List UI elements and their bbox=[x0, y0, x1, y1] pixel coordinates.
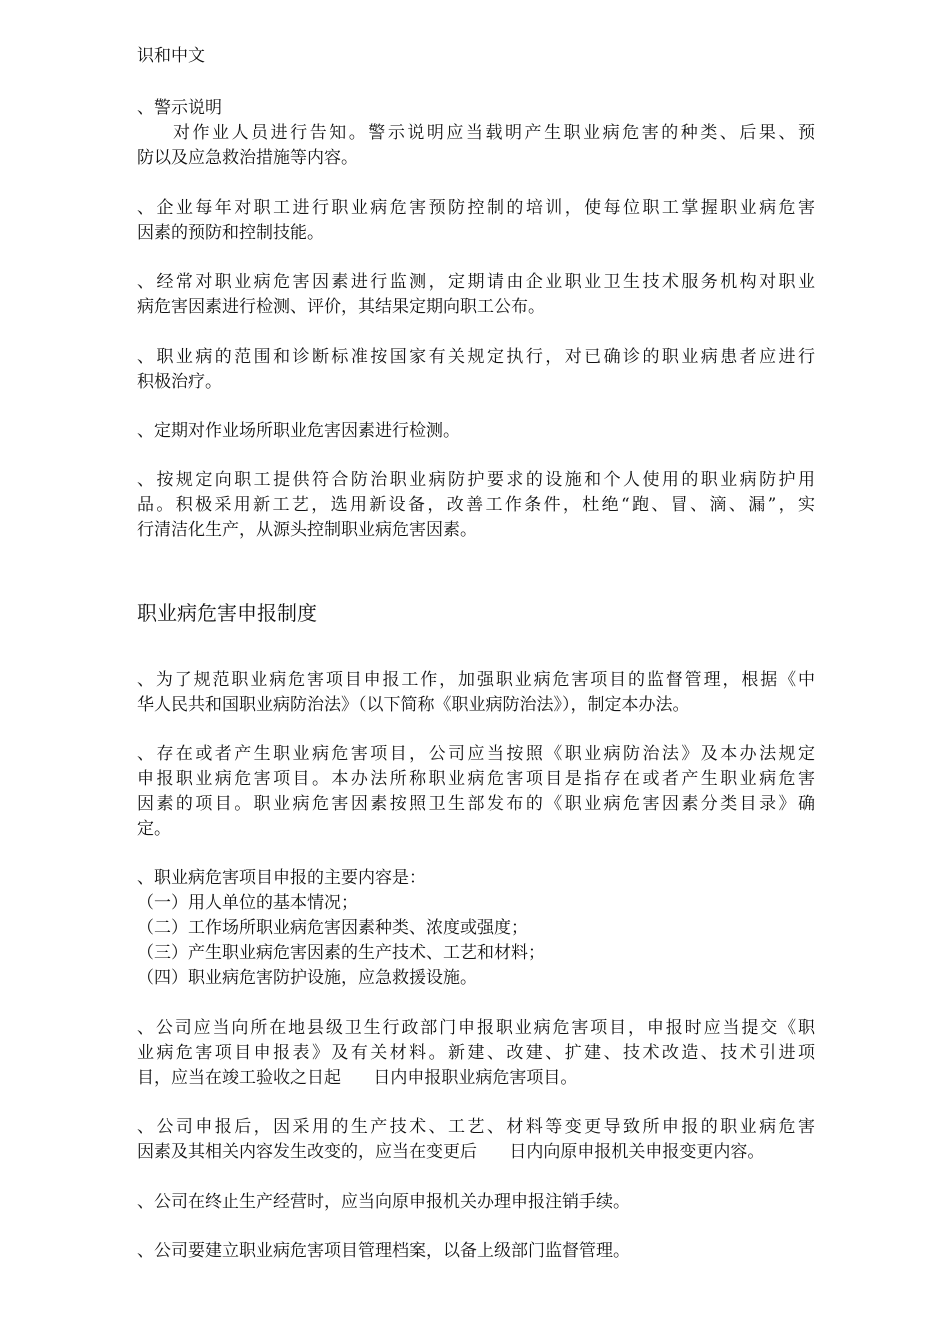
paragraph-line: 、职业病的范围和诊断标准按国家有关规定执行，对已确诊的职业病患者应进行 bbox=[137, 347, 815, 367]
paragraph-line: 、公司在终止生产经营时，应当向原申报机关办理申报注销手续。 bbox=[137, 1192, 630, 1212]
paragraph-line: 、定期对作业场所职业危害因素进行检测。 bbox=[137, 421, 460, 441]
paragraph-line: 因素的预防和控制技能。 bbox=[137, 223, 324, 243]
paragraph-line: 、存在或者产生职业病危害项目，公司应当按照《职业病防治法》及本办法规定 bbox=[137, 744, 815, 764]
paragraph-line: 、企业每年对职工进行职业病危害预防控制的培训，使每位职工掌握职业病危害 bbox=[137, 198, 815, 218]
paragraph-line: 申报职业病危害项目。本办法所称职业病危害项目是指存在或者产生职业病危害 bbox=[137, 769, 815, 789]
warning-title: 、警示说明 bbox=[137, 98, 222, 118]
warning-body-line: 对作业人员进行告知。警示说明应当载明产生职业病危害的种类、后果、预 bbox=[173, 123, 815, 143]
warning-body-line: 防以及应急救治措施等内容。 bbox=[137, 148, 358, 168]
list-item: （四）职业病危害防护设施，应急救援设施。 bbox=[137, 968, 477, 988]
paragraph-line: 、公司要建立职业病危害项目管理档案，以备上级部门监督管理。 bbox=[137, 1241, 630, 1261]
paragraph-line: 品。积极采用新工艺，选用新设备，改善工作条件，杜绝“跑、冒、滴、漏”，实 bbox=[137, 495, 815, 515]
paragraph-line: 、经常对职业病危害因素进行监测，定期请由企业职业卫生技术服务机构对职业 bbox=[137, 272, 815, 292]
paragraph-line: 业病危害项目申报表》及有关材料。新建、改建、扩建、技术改造、技术引进项 bbox=[137, 1043, 815, 1063]
paragraph-line: 因素的项目。职业病危害因素按照卫生部发布的《职业病危害因素分类目录》确 bbox=[137, 794, 815, 814]
paragraph-line: 积极治疗。 bbox=[137, 372, 222, 392]
paragraph-line: 行清洁化生产，从源头控制职业病危害因素。 bbox=[137, 520, 477, 540]
paragraph-line: 、公司应当向所在地县级卫生行政部门申报职业病危害项目，申报时应当提交《职 bbox=[137, 1018, 815, 1038]
paragraph-line: 华人民共和国职业病防治法》（以下简称《职业病防治法》），制定本办法。 bbox=[137, 695, 690, 715]
paragraph-line: 因素及其相关内容发生改变的，应当在变更后 日内向原申报机关申报变更内容。 bbox=[137, 1142, 765, 1162]
section-heading: 职业病危害申报制度 bbox=[137, 601, 317, 625]
paragraph-line: 、按规定向职工提供符合防治职业病防护要求的设施和个人使用的职业病防护用 bbox=[137, 470, 815, 490]
paragraph-line: 病危害因素进行检测、评价，其结果定期向职工公布。 bbox=[137, 297, 545, 317]
list-item: （二）工作场所职业病危害因素种类、浓度或强度； bbox=[137, 918, 528, 938]
paragraph-line: 目，应当在竣工验收之日起 日内申报职业病危害项目。 bbox=[137, 1068, 578, 1088]
paragraph-line: 、公司申报后，因采用的生产技术、工艺、材料等变更导致所申报的职业病危害 bbox=[137, 1117, 815, 1137]
paragraph-line: 、为了规范职业病危害项目申报工作，加强职业病危害项目的监督管理，根据《中 bbox=[137, 670, 815, 690]
list-item: （三）产生职业病危害因素的生产技术、工艺和材料； bbox=[137, 943, 545, 963]
top-fragment-text: 识和中文 bbox=[137, 46, 205, 66]
paragraph-line: 、职业病危害项目申报的主要内容是： bbox=[137, 868, 426, 888]
list-item: （一）用人单位的基本情况； bbox=[137, 893, 358, 913]
paragraph-line: 定。 bbox=[137, 819, 171, 839]
